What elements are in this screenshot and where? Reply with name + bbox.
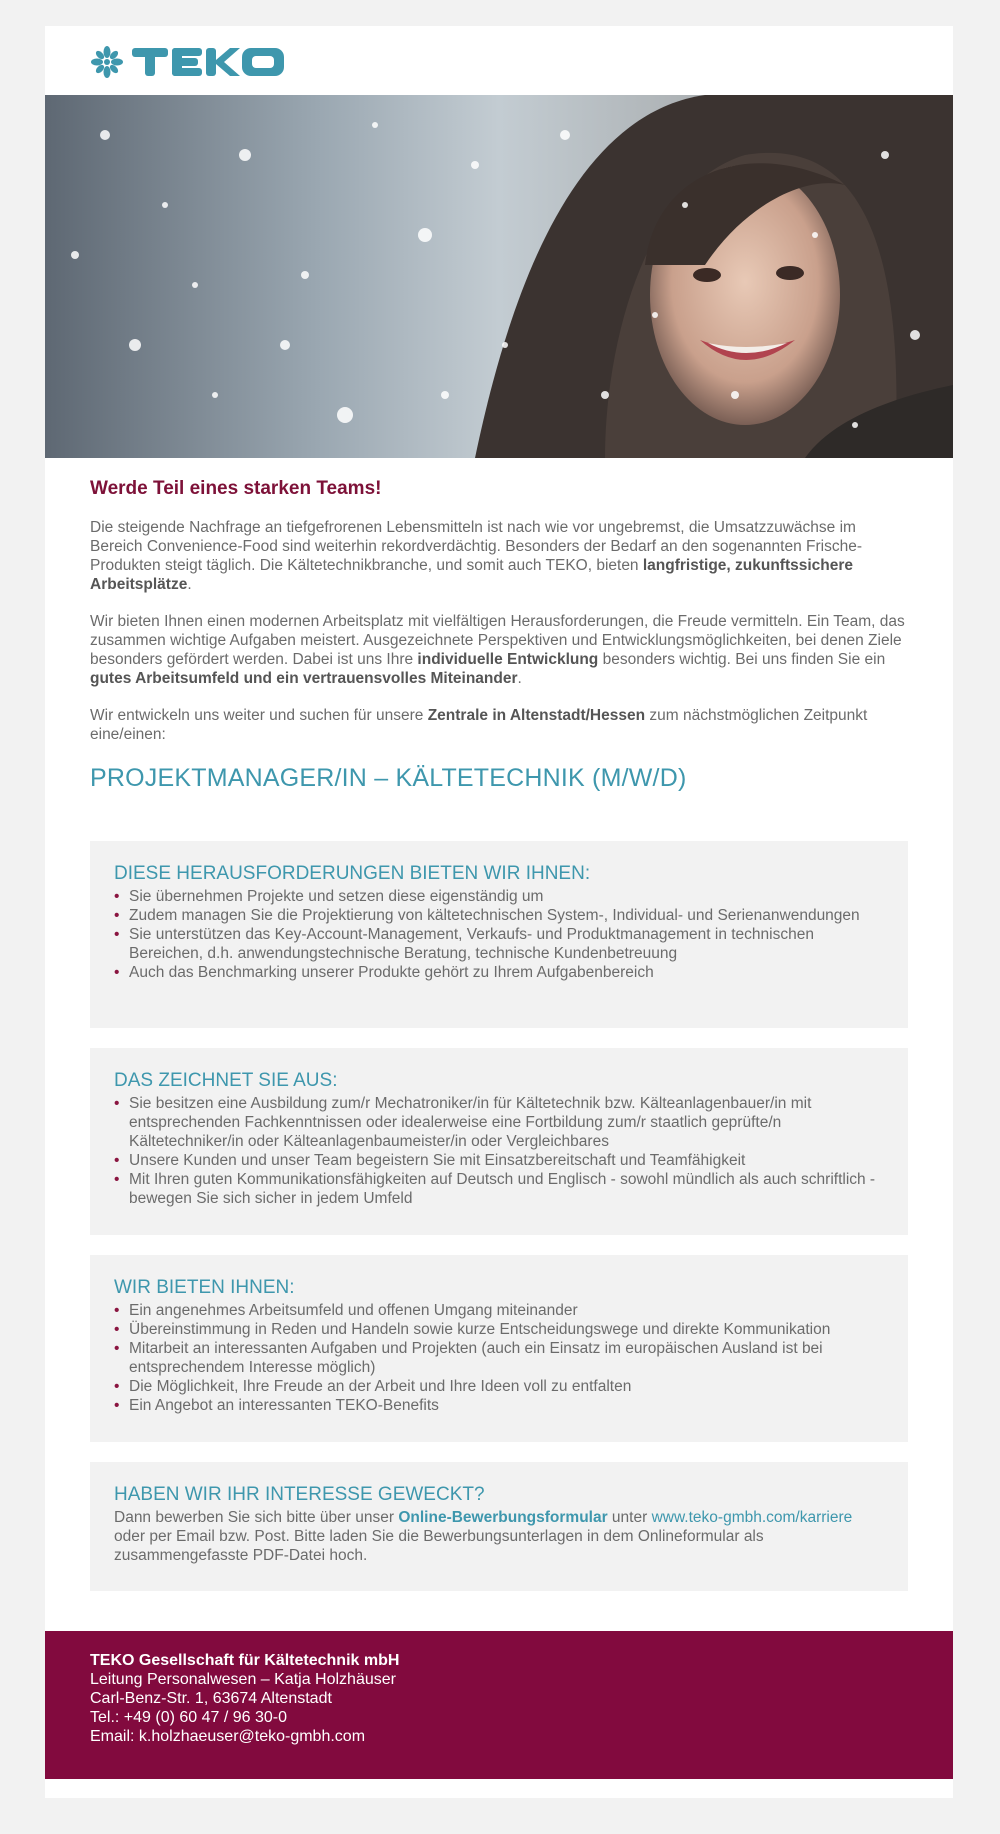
list-item: • Sie unterstützen das Key-Account-Management, Verkaufs- und Produktmanagement in technischen Bereichen, d.h. anwendungstechnische Beratung, technische Kundenbetreuung [114, 926, 814, 962]
bullet-icon: • [114, 907, 120, 924]
apply-box [90, 1462, 908, 1591]
bullet-icon: • [114, 964, 120, 981]
challenges-list [114, 887, 884, 982]
intro-paragraph-3: Wir entwickeln uns weiter und suchen für unsere Zentrale in Altenstadt/Hessen zum nächstmöglichen Zeitpunkt eine/einen: [90, 707, 868, 743]
list-item: • Sie übernehmen Projekte und setzen diese eigenständig um [114, 888, 544, 905]
contact-footer [45, 1631, 953, 1779]
list-item: • Ein Angebot an interessanten TEKO-Benefits [114, 1397, 439, 1414]
hero-image [45, 95, 953, 458]
online-application-link[interactable]: Online-Bewerbungsformular [398, 1509, 608, 1526]
apply-text: Dann bewerben Sie sich bitte über unser Online-Bewerbungsformular unter www.teko-gmbh.com/karriere oder per Email bzw. Post. Bitte laden Sie die Bewerbungsunterlagen in dem Onlineformular als zusammengefasste PDF-Datei hoch. [114, 1509, 853, 1564]
challenges-title: DIESE HERAUSFORDERUNGEN BIETEN WIR IHNEN: [114, 863, 591, 884]
list-item: • Sie besitzen eine Ausbildung zum/r Mechatroniker/in für Kältetechnik bzw. Kälteanlagenbauer/in mit entsprechenden Fachkenntnissen oder idealerweise eine Fortbildung zum/r staatlich geprüfte/n Kältetechniker/in oder Kälteanlagenbaumeister/in oder Vergleichbares [114, 1095, 812, 1150]
list-item: • Übereinstimmung in Reden und Handeln sowie kurze Entscheidungswege und direkte Kommunikation [114, 1321, 831, 1338]
list-item: • Zudem managen Sie die Projektierung von kältetechnischen System-, Individual- und Serienanwendungen [114, 907, 860, 924]
list-item: • Die Möglichkeit, Ihre Freude an der Arbeit und Ihre Ideen voll zu entfalten [114, 1378, 632, 1395]
bullet-icon: • [114, 888, 120, 905]
bullet-icon: • [114, 1340, 120, 1357]
bullet-icon: • [114, 1302, 120, 1319]
requirements-box [90, 1048, 908, 1235]
list-item: • Auch das Benchmarking unserer Produkte gehört zu Ihrem Aufgabenbereich [114, 964, 654, 981]
bullet-icon: • [114, 1171, 120, 1188]
email-link[interactable]: Email: k.holzhaeuser@teko-gmbh.com [90, 1728, 366, 1745]
career-page-link[interactable]: www.teko-gmbh.com/karriere [651, 1509, 853, 1526]
benefits-box [90, 1255, 908, 1442]
bullet-icon: • [114, 1378, 120, 1395]
job-title: PROJEKTMANAGER/IN – KÄLTETECHNIK (M/W/D) [90, 764, 687, 792]
headline: Werde Teil eines starken Teams! [90, 478, 382, 499]
snowflake-icon [90, 44, 285, 80]
apply-title: HABEN WIR IHR INTERESSE GEWECKT? [114, 1484, 485, 1505]
bullet-icon: • [114, 926, 120, 943]
company-name: TEKO Gesellschaft für Kältetechnik mbH [90, 1652, 400, 1669]
contact-person: Leitung Personalwesen – Katja Holzhäuser [90, 1671, 396, 1688]
bullet-icon: • [114, 1095, 120, 1112]
list-item: • Ein angenehmes Arbeitsumfeld und offenen Umgang miteinander [114, 1302, 578, 1319]
list-item: • Mit Ihren guten Kommunikationsfähigkeiten auf Deutsch und Englisch - sowohl mündlich als auch schriftlich - bewegen Sie sich sicher in jedem Umfeld [114, 1171, 876, 1207]
requirements-list [114, 1094, 884, 1208]
bullet-icon: • [114, 1397, 120, 1414]
bullet-icon: • [114, 1321, 120, 1338]
intro-paragraph-1: Die steigende Nachfrage an tiefgefrorenen Lebensmitteln ist nach wie vor ungebremst, die Umsatzzuwächse im Bereich Convenience-Food sind weiterhin rekordverdächtig. Besonders der Bedarf an den sogenannten Frische-Produkten steigt täglich. Die Kältetechnikbranche, und somit auch TEKO, bieten langfristige, zukunftssichere Arbeitsplätze. [90, 519, 863, 593]
job-ad-page [45, 26, 953, 1798]
challenges-box [90, 841, 908, 1028]
intro-content [90, 478, 908, 793]
phone: Tel.: +49 (0) 60 47 / 96 30-0 [90, 1709, 288, 1726]
bullet-icon: • [114, 1152, 120, 1169]
requirements-title: DAS ZEICHNET SIE AUS: [114, 1070, 338, 1091]
intro-paragraph-2: Wir bieten Ihnen einen modernen Arbeitsplatz mit vielfältigen Herausforderungen, die Freude vermitteln. Ein Team, das zusammen wichtige Aufgaben meistert. Ausgezeichnete Perspektiven und Entwicklungsmöglichkeiten, bei denen Ziele besonders gefördert werden. Dabei ist uns Ihre individuelle Entwicklung besonders wichtig. Bei uns finden Sie ein gutes Arbeitsumfeld und ein vertrauensvolles Miteinander. [90, 613, 905, 687]
list-item: • Mitarbeit an interessanten Aufgaben und Projekten (auch ein Einsatz im europäischen Ausland ist bei entsprechendem Interesse möglich) [114, 1340, 823, 1376]
teko-logo[interactable] [90, 44, 285, 80]
benefits-list [114, 1301, 884, 1415]
benefits-title: WIR BIETEN IHNEN: [114, 1277, 295, 1298]
address: Carl-Benz-Str. 1, 63674 Altenstadt [90, 1690, 332, 1707]
list-item: • Unsere Kunden und unser Team begeistern Sie mit Einsatzbereitschaft und Teamfähigkeit [114, 1152, 746, 1169]
